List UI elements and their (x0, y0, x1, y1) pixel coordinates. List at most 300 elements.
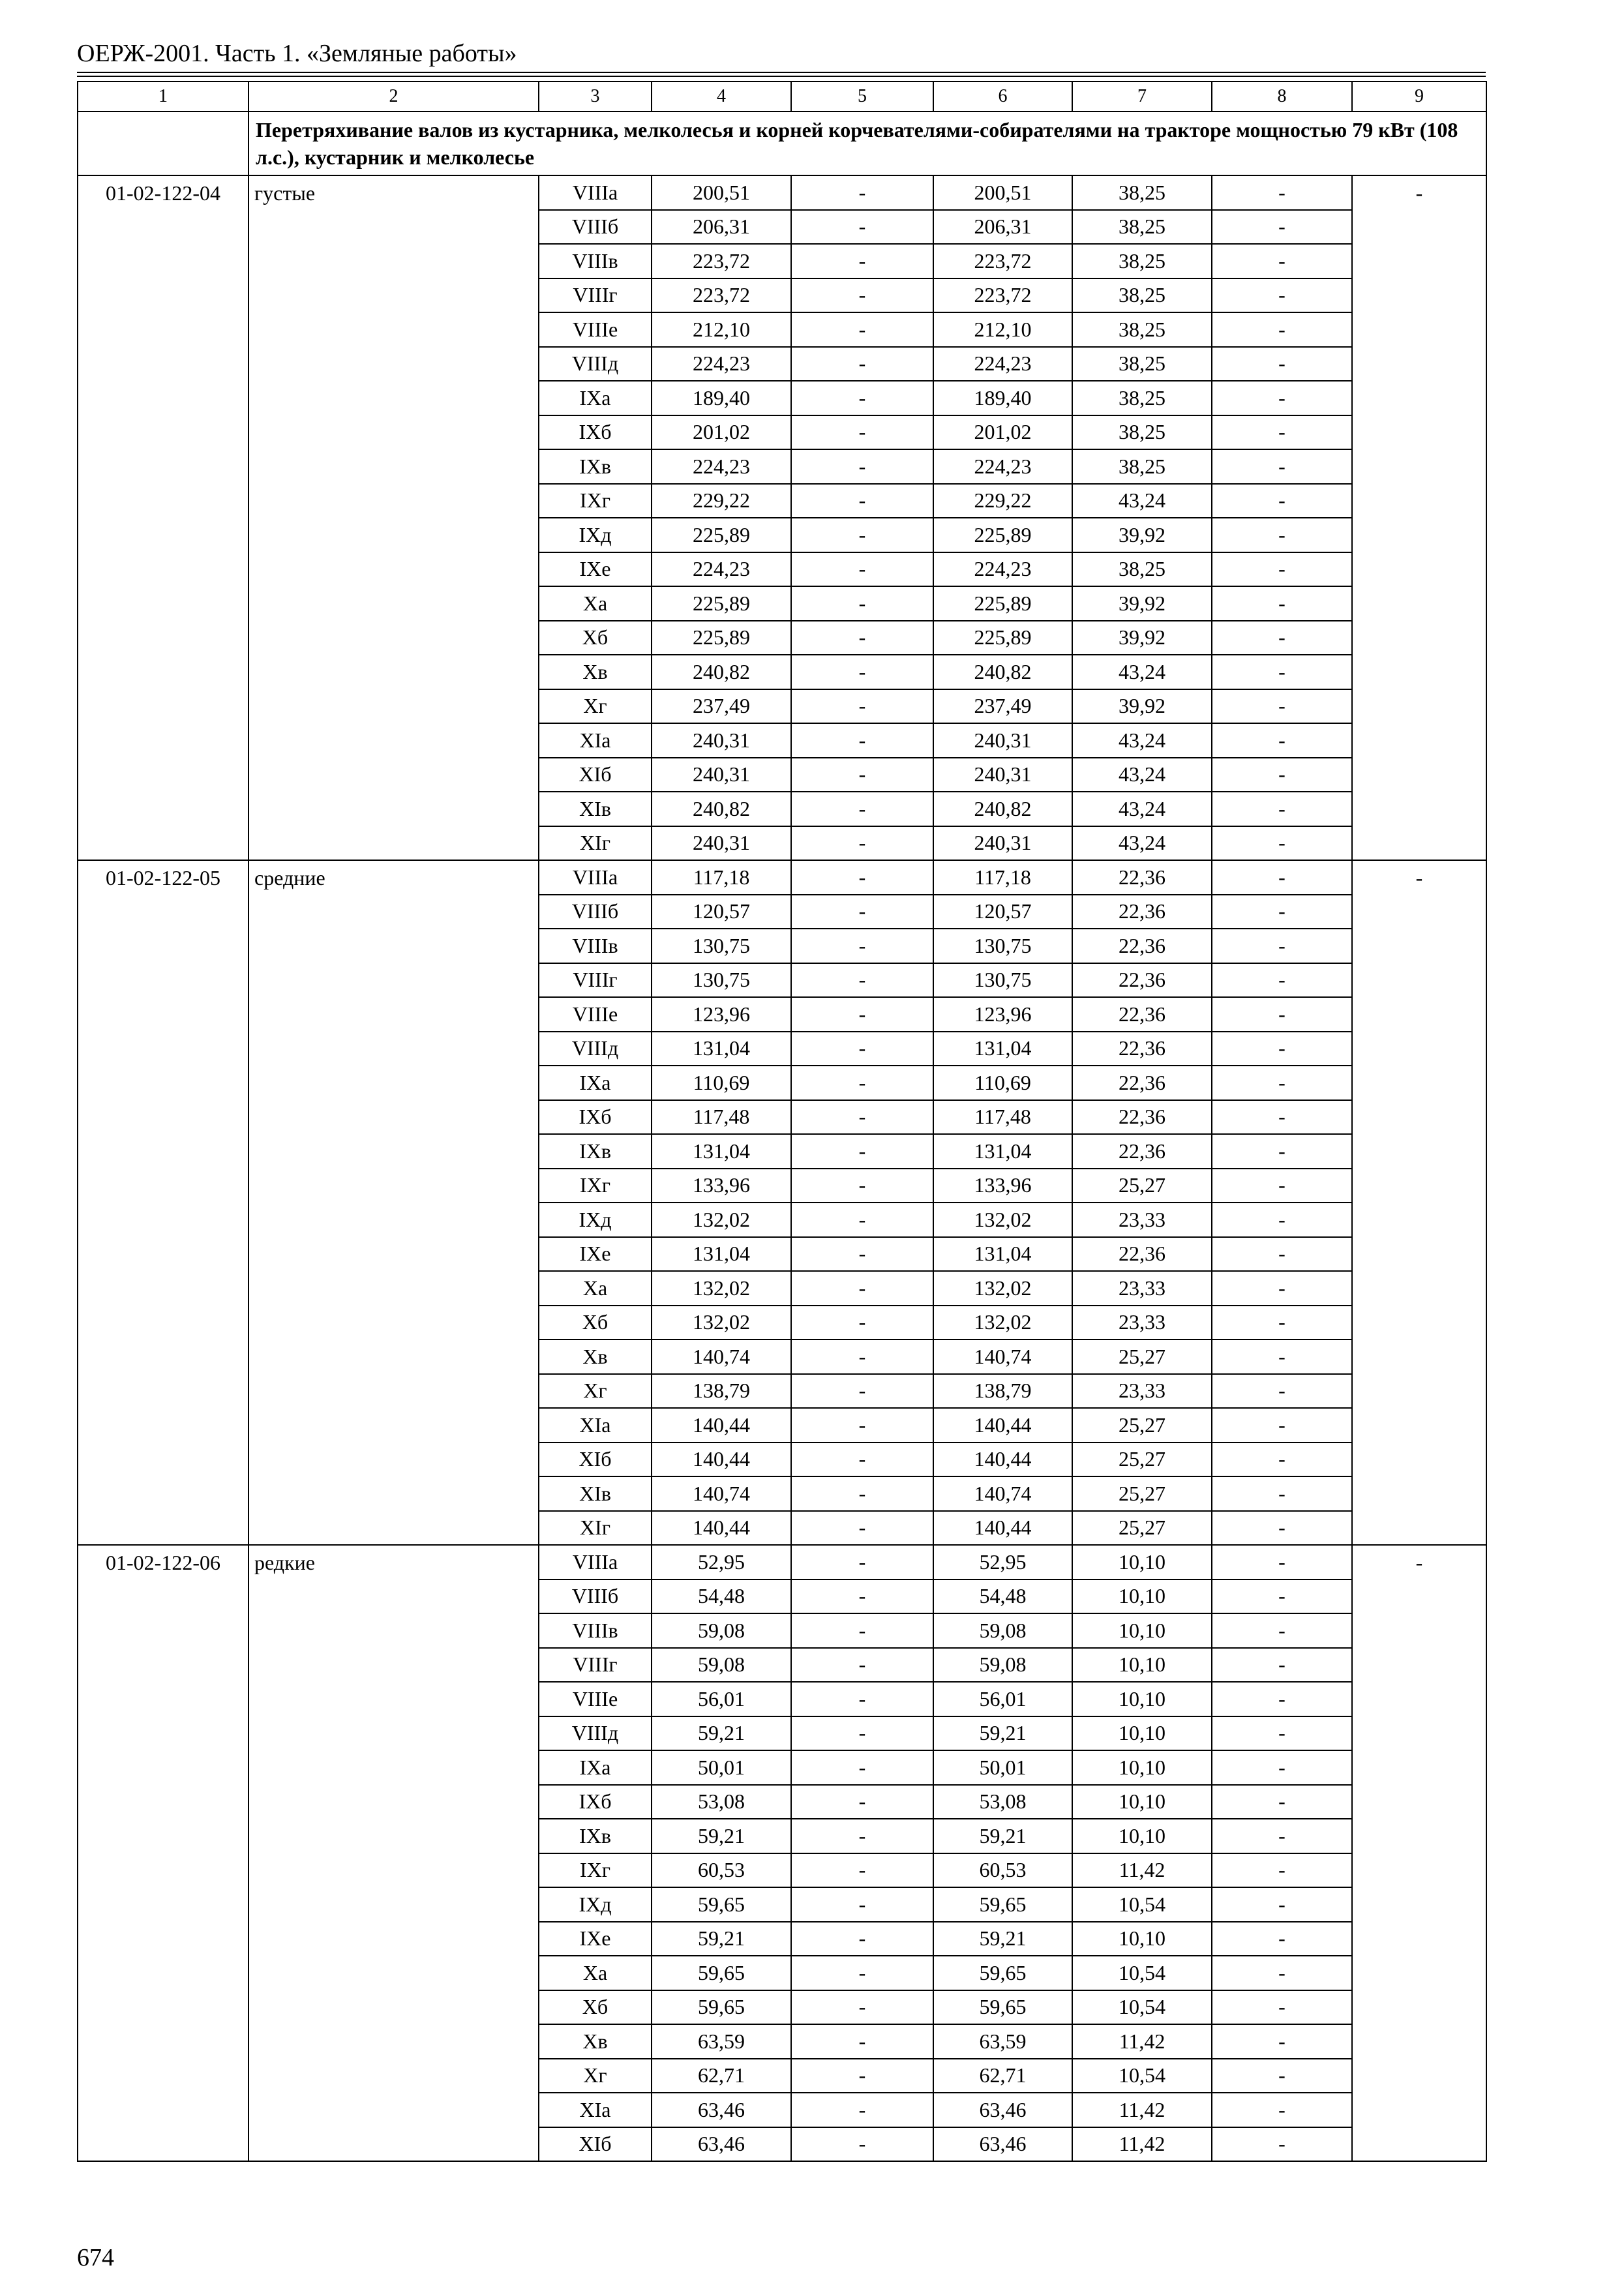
table-cell: 240,31 (652, 723, 791, 758)
table-cell: - (791, 1134, 933, 1169)
column-9-cell: - (1352, 860, 1486, 1545)
table-cell: - (791, 655, 933, 689)
table-cell: - (791, 381, 933, 415)
table-cell: 63,46 (652, 2093, 791, 2127)
table-cell: VIIIе (539, 1682, 652, 1716)
table-cell: 10,10 (1072, 1613, 1212, 1648)
table-cell: - (791, 518, 933, 552)
table-cell: 140,74 (652, 1339, 791, 1374)
table-cell: - (791, 860, 933, 895)
table-cell: - (1212, 1785, 1352, 1819)
table-cell: IXг (539, 1169, 652, 1203)
table-cell: 39,92 (1072, 586, 1212, 621)
table-cell: IXг (539, 1853, 652, 1888)
table-cell: - (1212, 1032, 1352, 1066)
table-cell: - (1212, 1922, 1352, 1956)
table-cell: VIIIб (539, 1579, 652, 1614)
table-cell: 132,02 (652, 1306, 791, 1340)
table-cell: 131,04 (652, 1134, 791, 1169)
table-cell: 130,75 (652, 963, 791, 998)
table-cell: - (1212, 449, 1352, 484)
table-cell: 63,59 (652, 2024, 791, 2059)
table-cell: 43,24 (1072, 826, 1212, 861)
table-cell: IXв (539, 1819, 652, 1853)
table-cell: - (1212, 1579, 1352, 1614)
table-cell: - (1212, 1100, 1352, 1135)
table-cell: Xа (539, 1271, 652, 1306)
table-cell: - (1212, 518, 1352, 552)
table-cell: 38,25 (1072, 552, 1212, 587)
table-cell: - (1212, 278, 1352, 313)
table-cell: - (791, 1648, 933, 1683)
table-cell: 224,23 (652, 347, 791, 382)
table-cell: 212,10 (933, 312, 1072, 347)
table-cell: 63,59 (933, 2024, 1072, 2059)
table-cell: - (791, 2059, 933, 2093)
column-9-cell: - (1352, 175, 1486, 860)
table-cell: Xг (539, 1374, 652, 1409)
table-cell: - (791, 1476, 933, 1511)
table-cell: - (791, 689, 933, 724)
column-number: 8 (1212, 82, 1352, 112)
column-number: 1 (78, 82, 248, 112)
table-cell: 223,72 (933, 278, 1072, 313)
table-cell: 25,27 (1072, 1443, 1212, 1477)
work-description: густые (248, 175, 539, 860)
table-cell: 43,24 (1072, 655, 1212, 689)
table-cell: - (791, 175, 933, 210)
table-cell: 39,92 (1072, 689, 1212, 724)
table-cell: VIIIа (539, 175, 652, 210)
table-cell: 123,96 (933, 997, 1072, 1032)
table-cell: - (1212, 689, 1352, 724)
table-cell: IXб (539, 1785, 652, 1819)
table-cell: 189,40 (933, 381, 1072, 415)
table-cell: 189,40 (652, 381, 791, 415)
table-cell: 131,04 (933, 1237, 1072, 1272)
table-cell: 54,48 (933, 1579, 1072, 1614)
table-cell: - (1212, 1511, 1352, 1546)
table-cell: 133,96 (652, 1169, 791, 1203)
table-cell: 133,96 (933, 1169, 1072, 1203)
table-cell: XIг (539, 1511, 652, 1546)
table-cell: 43,24 (1072, 792, 1212, 826)
table-cell: 54,48 (652, 1579, 791, 1614)
column-number: 4 (652, 82, 791, 112)
table-cell: 62,71 (652, 2059, 791, 2093)
table-cell: 38,25 (1072, 449, 1212, 484)
table-cell: Xг (539, 689, 652, 724)
table-cell: - (1212, 1819, 1352, 1853)
table-cell: 140,44 (933, 1408, 1072, 1443)
column-number-row (78, 82, 1486, 112)
table-cell: IXа (539, 1066, 652, 1100)
table-cell: - (1212, 655, 1352, 689)
table-cell: VIIIе (539, 312, 652, 347)
table-cell: - (1212, 347, 1352, 382)
table-cell: 52,95 (933, 1545, 1072, 1579)
table-cell: 43,24 (1072, 758, 1212, 792)
table-cell: VIIIа (539, 1545, 652, 1579)
table-cell: 140,44 (933, 1511, 1072, 1546)
table-cell: - (791, 1100, 933, 1135)
table-cell: - (1212, 175, 1352, 210)
table-cell: 43,24 (1072, 484, 1212, 518)
table-cell: 25,27 (1072, 1169, 1212, 1203)
table-cell: VIIIг (539, 278, 652, 313)
table-cell: 140,44 (652, 1511, 791, 1546)
table-cell: - (1212, 1066, 1352, 1100)
table-cell: - (791, 929, 933, 963)
table-cell: - (791, 792, 933, 826)
table-cell: 10,54 (1072, 2059, 1212, 2093)
table-cell: 223,72 (652, 244, 791, 278)
table-cell: - (791, 997, 933, 1032)
table-cell: - (1212, 1169, 1352, 1203)
table-cell: - (791, 1545, 933, 1579)
table-cell: 123,96 (652, 997, 791, 1032)
table-cell: 59,65 (652, 1990, 791, 2025)
table-cell: - (791, 1203, 933, 1237)
table-cell: 224,23 (652, 552, 791, 587)
table-cell: 53,08 (933, 1785, 1072, 1819)
table-cell: - (791, 621, 933, 655)
table-cell: - (791, 1237, 933, 1272)
table-cell: - (791, 1750, 933, 1785)
table-cell: - (791, 2127, 933, 2162)
table-cell: 56,01 (652, 1682, 791, 1716)
table-cell: IXв (539, 1134, 652, 1169)
table-cell: 130,75 (933, 929, 1072, 963)
table-cell: 59,65 (933, 1956, 1072, 1990)
table-cell: - (791, 484, 933, 518)
table-cell: XIа (539, 1408, 652, 1443)
table-cell: 10,10 (1072, 1819, 1212, 1853)
table-cell: 240,31 (933, 758, 1072, 792)
table-cell: - (791, 758, 933, 792)
table-cell: - (1212, 552, 1352, 587)
table-cell: 132,02 (652, 1271, 791, 1306)
table-cell: VIIIа (539, 860, 652, 895)
table-cell: 22,36 (1072, 997, 1212, 1032)
table-cell: - (791, 1682, 933, 1716)
table-cell: 117,18 (933, 860, 1072, 895)
table-cell: - (791, 1306, 933, 1340)
table-cell: XIб (539, 758, 652, 792)
table-row (78, 1545, 1486, 1579)
section-row (78, 112, 1486, 175)
table-cell: 10,10 (1072, 1579, 1212, 1614)
table-cell: 25,27 (1072, 1339, 1212, 1374)
work-description: средние (248, 860, 539, 1545)
table-cell: 59,21 (652, 1819, 791, 1853)
table-cell: 131,04 (652, 1237, 791, 1272)
table-cell: 130,75 (652, 929, 791, 963)
table-cell: 53,08 (652, 1785, 791, 1819)
table-cell: VIIIв (539, 1613, 652, 1648)
work-description: редкие (248, 1545, 539, 2161)
table-cell: 229,22 (933, 484, 1072, 518)
table-cell: 22,36 (1072, 963, 1212, 998)
table-cell: 22,36 (1072, 1134, 1212, 1169)
table-row (78, 860, 1486, 895)
table-cell: - (791, 1032, 933, 1066)
table-cell: 38,25 (1072, 175, 1212, 210)
table-cell: 120,57 (933, 895, 1072, 929)
table-cell: 25,27 (1072, 1511, 1212, 1546)
table-cell: - (1212, 1990, 1352, 2025)
section-spacer (78, 112, 248, 175)
column-9-cell: - (1352, 1545, 1486, 2161)
table-cell: 10,54 (1072, 1956, 1212, 1990)
table-cell: - (1212, 484, 1352, 518)
section-title: Перетряхивание валов из кустарника, мелколесья и корней корчевателями-собирателями на тракторе мощностью 79 кВт (108 л.с.), кустарник и мелколесье (248, 112, 1486, 175)
table-body (78, 112, 1486, 2161)
table-cell: Xг (539, 2059, 652, 2093)
rate-code: 01-02-122-05 (78, 860, 248, 1545)
table-cell: 224,23 (652, 449, 791, 484)
table-cell: - (1212, 381, 1352, 415)
table-cell: 56,01 (933, 1682, 1072, 1716)
table-cell: 140,44 (652, 1443, 791, 1477)
table-cell: 23,33 (1072, 1306, 1212, 1340)
table-cell: VIIIб (539, 210, 652, 245)
table-cell: 240,82 (933, 655, 1072, 689)
table-cell: 225,89 (933, 586, 1072, 621)
table-cell: IXе (539, 552, 652, 587)
table-cell: 59,65 (652, 1887, 791, 1922)
table-cell: - (791, 2093, 933, 2127)
table-cell: 22,36 (1072, 929, 1212, 963)
table-cell: IXе (539, 1922, 652, 1956)
column-number: 2 (248, 82, 539, 112)
table-cell: IXд (539, 518, 652, 552)
table-cell: 25,27 (1072, 1476, 1212, 1511)
table-cell: 130,75 (933, 963, 1072, 998)
table-cell: - (1212, 1716, 1352, 1751)
table-cell: - (1212, 2093, 1352, 2127)
column-number: 6 (933, 82, 1072, 112)
table-cell: VIIIг (539, 1648, 652, 1683)
table-cell: - (1212, 1956, 1352, 1990)
table-cell: 38,25 (1072, 312, 1212, 347)
table-cell: - (1212, 2024, 1352, 2059)
table-cell: 132,02 (933, 1306, 1072, 1340)
table-cell: 224,23 (933, 449, 1072, 484)
table-cell: 140,74 (933, 1339, 1072, 1374)
table-cell: - (1212, 963, 1352, 998)
table-cell: 138,79 (933, 1374, 1072, 1409)
table-cell: 240,82 (652, 655, 791, 689)
table-cell: 11,42 (1072, 1853, 1212, 1888)
table-cell: IXд (539, 1203, 652, 1237)
table-cell: 59,21 (652, 1716, 791, 1751)
table-cell: 59,08 (652, 1613, 791, 1648)
table-cell: 23,33 (1072, 1374, 1212, 1409)
table-cell: 10,54 (1072, 1990, 1212, 2025)
table-cell: 10,10 (1072, 1648, 1212, 1683)
table-cell: 225,89 (652, 621, 791, 655)
table-cell: VIIIв (539, 929, 652, 963)
table-cell: - (791, 244, 933, 278)
table-cell: - (791, 312, 933, 347)
table-cell: Xв (539, 2024, 652, 2059)
table-cell: 59,08 (933, 1648, 1072, 1683)
table-cell: - (791, 1785, 933, 1819)
table-cell: 140,44 (652, 1408, 791, 1443)
table-cell: 25,27 (1072, 1408, 1212, 1443)
table-cell: 63,46 (652, 2127, 791, 2162)
table-cell: 223,72 (933, 244, 1072, 278)
table-cell: 201,02 (652, 415, 791, 450)
table-cell: 50,01 (933, 1750, 1072, 1785)
table-cell: - (1212, 1750, 1352, 1785)
table-cell: - (791, 1271, 933, 1306)
column-number: 7 (1072, 82, 1212, 112)
table-cell: - (791, 1066, 933, 1100)
table-cell: - (1212, 312, 1352, 347)
table-cell: - (791, 963, 933, 998)
table-cell: - (1212, 1271, 1352, 1306)
table-cell: - (1212, 1443, 1352, 1477)
table-cell: 240,31 (933, 723, 1072, 758)
table-cell: 201,02 (933, 415, 1072, 450)
table-cell: 138,79 (652, 1374, 791, 1409)
table-cell: 50,01 (652, 1750, 791, 1785)
column-number: 3 (539, 82, 652, 112)
table-cell: 59,08 (933, 1613, 1072, 1648)
table-cell: Xв (539, 1339, 652, 1374)
table-cell: - (1212, 1682, 1352, 1716)
table-cell: VIIIе (539, 997, 652, 1032)
table-cell: XIв (539, 792, 652, 826)
table-cell: 110,69 (933, 1066, 1072, 1100)
rate-code: 01-02-122-04 (78, 175, 248, 860)
table-cell: - (1212, 1545, 1352, 1579)
table-cell: 229,22 (652, 484, 791, 518)
table-cell: - (791, 1819, 933, 1853)
table-cell: - (791, 1956, 933, 1990)
table-cell: - (791, 210, 933, 245)
table-cell: - (1212, 2127, 1352, 2162)
table-cell: IXб (539, 1100, 652, 1135)
table-cell: XIа (539, 2093, 652, 2127)
table-cell: - (1212, 895, 1352, 929)
table-cell: - (791, 723, 933, 758)
table-cell: 131,04 (933, 1032, 1072, 1066)
table-cell: 38,25 (1072, 347, 1212, 382)
table-cell: - (1212, 929, 1352, 963)
table-cell: - (1212, 621, 1352, 655)
table-cell: XIг (539, 826, 652, 861)
table-cell: Xб (539, 1306, 652, 1340)
table-cell: 206,31 (652, 210, 791, 245)
table-cell: 59,65 (933, 1887, 1072, 1922)
table-cell: - (791, 1374, 933, 1409)
table-cell: - (791, 1716, 933, 1751)
table-cell: - (791, 1990, 933, 2025)
table-cell: 225,89 (933, 518, 1072, 552)
table-cell: 22,36 (1072, 1066, 1212, 1100)
table-cell: 22,36 (1072, 1032, 1212, 1066)
table-cell: - (1212, 723, 1352, 758)
table-cell: 39,92 (1072, 621, 1212, 655)
table-cell: - (1212, 758, 1352, 792)
column-number: 9 (1352, 82, 1486, 112)
table-cell: 225,89 (652, 586, 791, 621)
table-cell: - (1212, 1887, 1352, 1922)
table-cell: - (791, 586, 933, 621)
table-cell: 23,33 (1072, 1203, 1212, 1237)
table-cell: 39,92 (1072, 518, 1212, 552)
table-cell: 10,10 (1072, 1785, 1212, 1819)
table-cell: 10,10 (1072, 1922, 1212, 1956)
table-cell: 237,49 (933, 689, 1072, 724)
table-cell: - (791, 895, 933, 929)
table-cell: 59,21 (652, 1922, 791, 1956)
table-cell: - (791, 347, 933, 382)
table-cell: 224,23 (933, 552, 1072, 587)
table-cell: VIIIд (539, 347, 652, 382)
table-cell: VIIIд (539, 1032, 652, 1066)
table-cell: - (791, 278, 933, 313)
table-cell: IXг (539, 484, 652, 518)
table-cell: 117,18 (652, 860, 791, 895)
table-cell: 43,24 (1072, 723, 1212, 758)
table-cell: - (1212, 210, 1352, 245)
table-cell: 240,31 (652, 758, 791, 792)
table-cell: XIб (539, 2127, 652, 2162)
table-cell: 52,95 (652, 1545, 791, 1579)
table-cell: 22,36 (1072, 1237, 1212, 1272)
table-cell: 132,02 (652, 1203, 791, 1237)
table-cell: IXа (539, 1750, 652, 1785)
table-cell: 140,74 (933, 1476, 1072, 1511)
rate-code: 01-02-122-06 (78, 1545, 248, 2161)
table-cell: 117,48 (933, 1100, 1072, 1135)
table-cell: - (791, 1613, 933, 1648)
table-cell: - (791, 449, 933, 484)
table-cell: 38,25 (1072, 278, 1212, 313)
table-cell: 225,89 (933, 621, 1072, 655)
table-cell: 240,82 (933, 792, 1072, 826)
table-cell: 22,36 (1072, 860, 1212, 895)
table-cell: - (1212, 1203, 1352, 1237)
table-cell: 11,42 (1072, 2024, 1212, 2059)
table-cell: - (1212, 1306, 1352, 1340)
table-cell: 223,72 (652, 278, 791, 313)
table-cell: IXд (539, 1887, 652, 1922)
table-cell: VIIIг (539, 963, 652, 998)
table-cell: 38,25 (1072, 210, 1212, 245)
table-cell: 200,51 (933, 175, 1072, 210)
table-cell: 10,54 (1072, 1887, 1212, 1922)
table-cell: 132,02 (933, 1271, 1072, 1306)
table-cell: 38,25 (1072, 244, 1212, 278)
table-cell: - (1212, 1237, 1352, 1272)
column-number: 5 (791, 82, 933, 112)
table-cell: 59,65 (933, 1990, 1072, 2025)
header-rule (77, 72, 1486, 77)
table-cell: - (791, 1339, 933, 1374)
table-row (78, 175, 1486, 210)
table-cell: 60,53 (652, 1853, 791, 1888)
table-cell: IXе (539, 1237, 652, 1272)
table-cell: 212,10 (652, 312, 791, 347)
table-cell: - (791, 1169, 933, 1203)
table-cell: - (791, 1579, 933, 1614)
table-cell: - (791, 1511, 933, 1546)
